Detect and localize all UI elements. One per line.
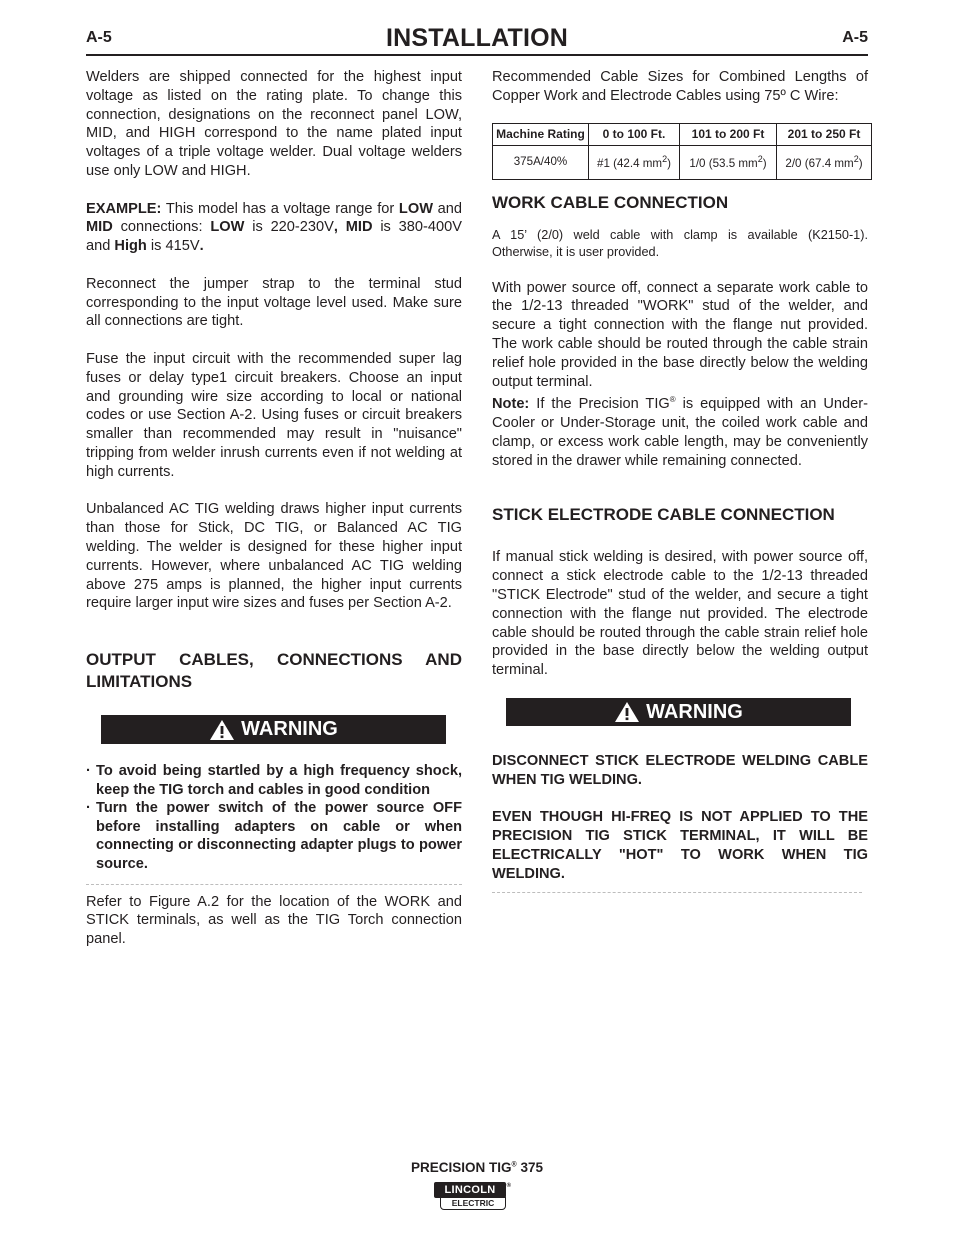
logo-bottom: ELECTRIC — [440, 1197, 506, 1210]
table-header-row — [493, 123, 872, 145]
warning-item: · To avoid being startled by a high frequency shock, keep the TIG torch and cables in good condition — [86, 762, 462, 799]
note-text-b: is equipped with an Under-Cooler or Under-Storage unit, the coiled work cable and clamp, or excess work cable length, may be conveniently stored in the drawer while remaining connected. — [492, 396, 868, 469]
page-title: INSTALLATION — [385, 24, 568, 52]
reconnect-paragraph: Reconnect the jumper strap to the terminal stud corresponding to the input voltage level used. Make sure all connections are tight. — [86, 275, 462, 330]
footer-product-name — [0, 1160, 954, 1175]
warning-label: WARNING — [241, 718, 338, 741]
example-paragraph — [86, 200, 462, 256]
output-cables-heading: OUTPUT CABLES, CONNECTIONS AND LIMITATIONS — [86, 650, 462, 692]
logo-reg: ® — [506, 1183, 511, 1189]
warning-text-2: EVEN THOUGH HI-FREQ IS NOT APPLIED TO THE PRECISION TIG STICK TERMINAL, IT WILL BE ELECTRICALLY "HOT" TO WORK WHEN TIG WELDING. — [492, 809, 868, 882]
product-reg: ® — [511, 1161, 517, 1169]
note-text-a: If the Precision TIG — [529, 396, 670, 413]
work-cable-paragraph: With power source off, connect a separate work cable to the 1/2-13 threaded "WORK" stud of the welder, and secure a tight connection with the flange nut provided. The work cable should be routed through the cable strain relief hole provided in the base directly below the welding output terminal. — [492, 279, 868, 390]
note-reg: ® — [669, 395, 676, 405]
cable-sizes-intro: Recommended Cable Sizes for Combined Lengths of Copper Work and Electrode Cables using 75º C Wire: — [492, 69, 868, 104]
note-paragraph — [492, 391, 868, 470]
example-low: LOW — [398, 200, 433, 217]
warning-triangle-icon — [614, 701, 640, 723]
cell-sup: 2 — [853, 154, 859, 165]
cell-close: ) — [667, 157, 671, 171]
table-cell — [680, 145, 777, 179]
refer-paragraph: Refer to Figure A.2 for the location of the WORK and STICK terminals, as well as the TIG Torch connection panel. — [86, 893, 462, 948]
example-mid: MID — [86, 219, 113, 236]
warning-list — [86, 762, 462, 874]
example-text-5: is 380-400V and — [86, 219, 462, 255]
example-label: EXAMPLE: — [86, 200, 162, 217]
cell-text: 2/0 (67.4 mm — [785, 157, 854, 171]
header-rule — [86, 54, 868, 56]
right-column — [492, 68, 868, 893]
work-cable-heading: WORK CABLE CONNECTION — [492, 192, 729, 212]
example-text-2: and — [432, 200, 462, 217]
table-cell: 375A/40% — [493, 145, 589, 179]
logo-top: LINCOLN — [434, 1182, 506, 1198]
table-cell — [589, 145, 680, 179]
warning-label: WARNING — [646, 700, 743, 723]
cell-sup: 2 — [757, 154, 763, 165]
warning-triangle-icon — [209, 719, 235, 741]
table-cell — [777, 145, 872, 179]
header-code-left: A-5 — [86, 29, 112, 46]
product-model: 375 — [516, 1160, 543, 1175]
divider — [492, 892, 862, 893]
intro-paragraph: Welders are shipped connected for the highest input voltage as listed on the rating plate. To change this connection, designations on the reconnect panel LOW, MID, and HIGH correspond to the name plated input voltages of a triple voltage welder. Dual voltage welders use only LOW and HIGH. — [86, 69, 462, 179]
warning-text-1: DISCONNECT STICK ELECTRODE WELDING CABLE WHEN TIG WELDING. — [492, 753, 868, 788]
cable-size-table — [492, 123, 872, 180]
example-text-4: is 220-230V — [244, 219, 334, 236]
table-header-cell: 201 to 250 Ft — [777, 123, 872, 145]
example-high: High — [114, 238, 147, 255]
note-label: Note: — [492, 396, 530, 413]
cell-sup: 2 — [662, 154, 668, 165]
cell-close: ) — [858, 157, 863, 171]
unbalanced-paragraph: Unbalanced AC TIG welding draws higher input currents than those for Stick, DC TIG, or Balanced AC TIG welding. The welder is designed for these higher input currents. However, where unbalanced AC TIG welding above 275 amps is planned, the higher input currents require larger input wire sizes and fuses per Section A-2. — [86, 501, 462, 612]
example-period: . — [199, 238, 204, 255]
table-header-cell: 0 to 100 Ft. — [589, 123, 680, 145]
work-cable-note: A 15’ (2/0) weld cable with clamp is available (K2150-1). Otherwise, it is user provided. — [492, 227, 868, 259]
lincoln-electric-logo — [432, 1182, 511, 1212]
cell-text: 1/0 (53.5 mm — [689, 157, 758, 171]
product-name: PRECISION TIG — [411, 1160, 512, 1175]
example-mid-2: MID — [337, 219, 373, 236]
table-header-cell: 101 to 200 Ft — [680, 123, 777, 145]
example-text-1: This model has a voltage range for — [161, 200, 399, 217]
stick-cable-heading: STICK ELECTRODE CABLE CONNECTION — [492, 505, 835, 525]
example-low-2: LOW — [210, 219, 245, 236]
table-row — [493, 145, 872, 179]
warning-banner-left — [101, 715, 446, 744]
table-header-cell: Machine Rating — [493, 123, 589, 145]
cell-text: #1 (42.4 mm — [597, 157, 663, 171]
header-code-right: A-5 — [842, 29, 868, 46]
example-text-6: is 415V — [146, 238, 200, 255]
fuse-paragraph: Fuse the input circuit with the recommended super lag fuses or delay type1 circuit breakers. Choose an input and grounding wire size according to local or national codes or use Section A-2. Using fuses or circuit breakers smaller than recommended may result in "nuisance" tripping from welder inrush currents even if not welding at high currents. — [86, 350, 462, 480]
stick-cable-paragraph: If manual stick welding is desired, with power source off, connect a stick electrode cable to the 1/2-13 threaded "STICK Electrode" stud of the welder, and secure a tight connection with the flange nut provided. The electrode cable should be routed through the cable strain relief hole provided in the base directly below the welding output terminal. — [492, 549, 868, 679]
cell-close: ) — [762, 157, 767, 171]
example-text-3: connections: — [112, 219, 211, 236]
warning-item: · Turn the power switch of the power source OFF before installing adapters on cable or when connecting or disconnecting adapter plugs to power source. — [86, 799, 462, 873]
warning-banner-right — [506, 698, 851, 726]
left-column — [86, 68, 462, 949]
example-comma: , — [333, 219, 338, 236]
